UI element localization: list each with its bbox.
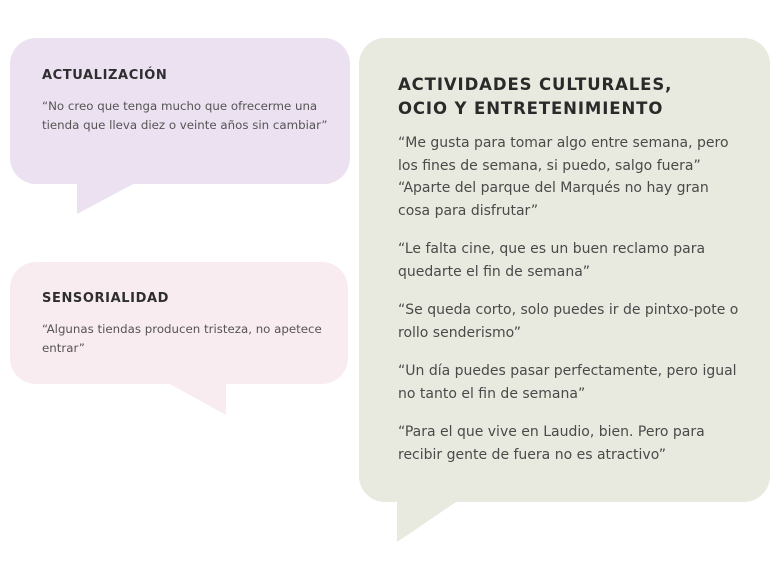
bubble-tail-actualizacion xyxy=(77,182,137,214)
quote-item: “Me gusta para tomar algo entre semana, pero los fines de semana, si puedo, salgo fuera” “Aparte del parque del Marqués no hay gran cosa para disfrutar” xyxy=(398,135,729,219)
bubble-actividades xyxy=(359,38,770,502)
title-line-1: ACTIVIDADES CULTURALES, xyxy=(398,75,673,94)
bubble-title-actualizacion: ACTUALIZACIÓN xyxy=(42,68,168,83)
bubble-title-actividades xyxy=(398,73,744,121)
quote-actualizacion: “No creo que tenga mucho que ofrecerme una tienda que lleva diez o veinte años sin cambiar” xyxy=(42,99,328,132)
title-line-2: OCIO Y ENTRETENIMIENTO xyxy=(398,99,664,118)
bubble-title-sensorialidad: SENSORIALIDAD xyxy=(42,291,170,306)
bubble-actualizacion xyxy=(10,38,350,184)
quote-item: “Para el que vive en Laudio, bien. Pero para recibir gente de fuera no es atractivo” xyxy=(398,424,705,463)
quote-sensorialidad: “Algunas tiendas producen tristeza, no apetece entrar” xyxy=(42,322,322,355)
quote-item: “Le falta cine, que es un buen reclamo para quedarte el fin de semana” xyxy=(398,241,706,280)
quote-item: “Un día puedes pasar perfectamente, pero igual no tanto el fin de semana” xyxy=(398,363,737,402)
bubble-tail-actividades xyxy=(397,500,459,542)
bubble-sensorialidad xyxy=(10,262,348,384)
quote-item: “Se queda corto, solo puedes ir de pintxo-pote o rollo senderismo” xyxy=(398,302,739,341)
bubble-tail-sensorialidad xyxy=(168,383,226,415)
